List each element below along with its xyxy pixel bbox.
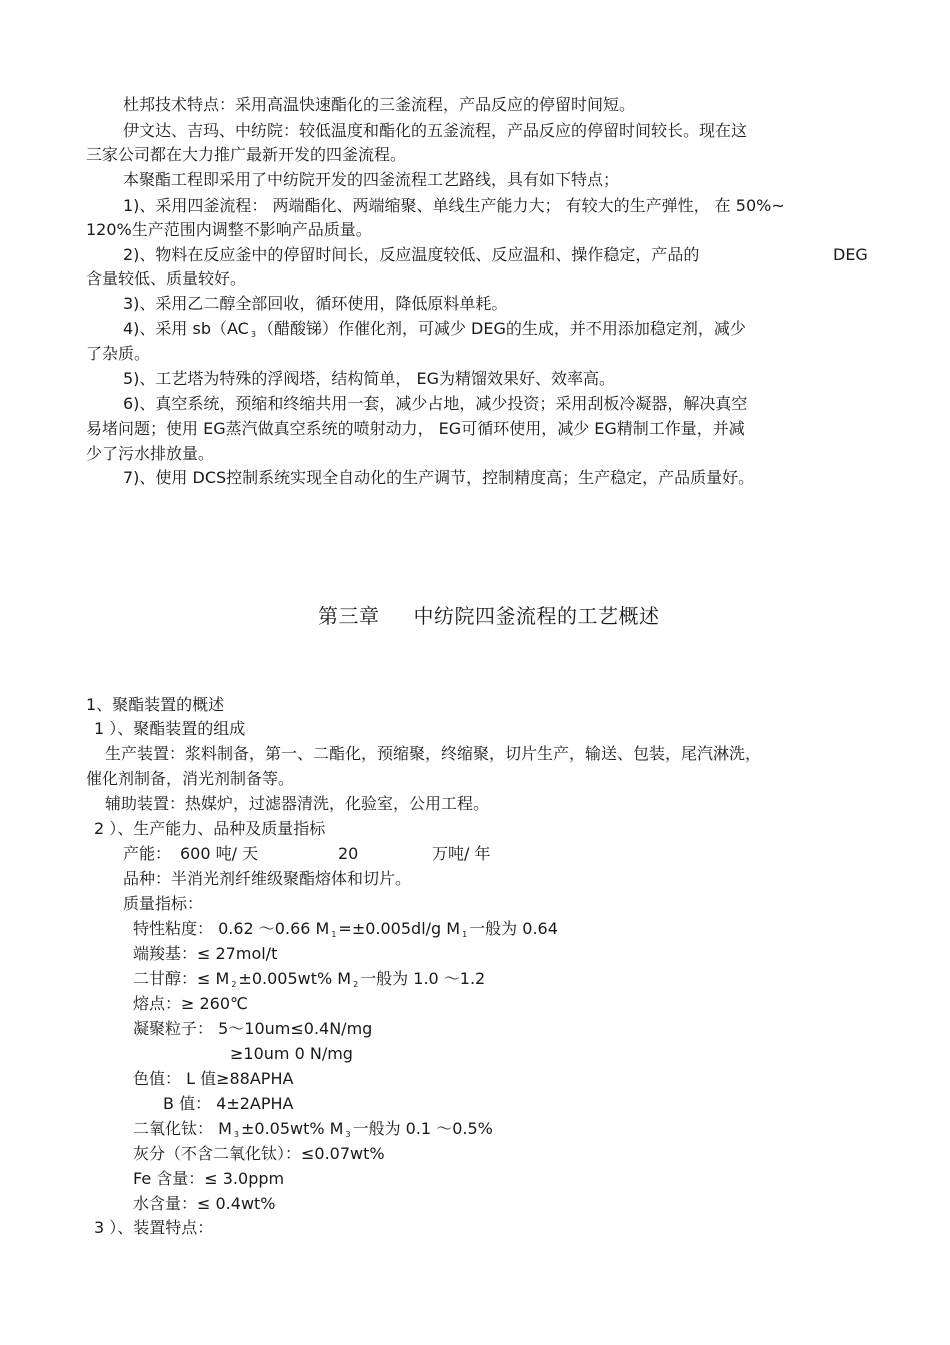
quality-color-b: B 值： 4±2APHA — [163, 1094, 294, 1113]
viscosity-middle: =±0.005dl/g M — [338, 919, 461, 938]
quality-water: 水含量：≤ 0.4wt% — [133, 1194, 276, 1213]
quality-viscosity — [133, 918, 558, 946]
feature-4-subscript: 3 — [250, 330, 256, 339]
viscosity-suffix: 一般为 0.64 — [469, 919, 558, 938]
intro-line-others-cont: 三家公司都在大力推广最新开发的四釜流程。 — [86, 145, 407, 164]
feature-3: 3)、采用乙二醇全部回收，循环使用，降低原料单耗。 — [123, 294, 508, 313]
quality-carboxyl: 端羧基：≤ 27mol/t — [133, 944, 278, 963]
product-variety: 品种：半消光剂纤维级聚酯熔体和切片。 — [123, 869, 412, 888]
quality-particles-line-1: 凝聚粒子： 5～10um≤0.4N/mg — [133, 1019, 373, 1038]
subsection-3-heading: 3 ）、装置特点： — [94, 1218, 214, 1237]
feature-6-line-3: 少了污水排放量。 — [86, 444, 215, 463]
feature-4-suffix: （醋酸锑）作催化剂，可减少 DEG的生成，并不用添加稳定剂，减少 — [257, 319, 746, 338]
feature-1-line-2: 120%生产范围内调整不影响产品质量。 — [86, 220, 372, 239]
feature-2-line-2: 含量较低、质量较好。 — [86, 269, 247, 288]
feature-7: 7)、使用 DCS控制系统实现全自动化的生产调节，控制精度高；生产稳定，产品质量好。 — [123, 468, 755, 487]
feature-6-line-2: 易堵问题；使用 EG蒸汽做真空系统的喷射动力， EG可循环使用，减少 EG精制工作量，并减 — [86, 419, 745, 438]
feature-1-line-1: 1)、采用四釜流程： 两端酯化、两端缩聚、单线生产能力大； 有较大的生产弹性， 在 50%~ — [123, 196, 785, 215]
tio2-prefix: 二氧化钛： M — [133, 1119, 232, 1138]
chapter-title: 中纺院四釜流程的工艺概述 — [413, 604, 660, 628]
quality-particles-line-2: ≥10um 0 N/mg — [230, 1044, 353, 1063]
quality-iron: Fe 含量：≤ 3.0ppm — [133, 1169, 285, 1188]
section-1-heading: 1、聚酯装置的概述 — [86, 695, 225, 714]
feature-4-line-1 — [123, 318, 746, 346]
feature-4-line-2: 了杂质。 — [86, 344, 151, 363]
quality-ash: 灰分（不含二氧化钛）：≤0.07wt% — [133, 1144, 385, 1163]
production-units-line-1: 生产装置：浆料制备，第一、二酯化，预缩聚，终缩聚，切片生产，输送、包装，尾汽淋洗， — [105, 744, 762, 763]
quality-deg — [133, 968, 485, 996]
viscosity-prefix: 特性粘度： 0.62 ～0.66 M — [133, 919, 330, 938]
tio2-middle: ±0.05wt% M — [241, 1119, 344, 1138]
chapter-number: 第三章 — [318, 604, 380, 628]
tio2-subscript-2: 3 — [345, 1130, 351, 1139]
auxiliary-units: 辅助装置：热媒炉，过滤器清洗，化验室，公用工程。 — [105, 794, 490, 813]
tio2-subscript-1: 3 — [233, 1130, 239, 1139]
capacity-label: 产能： — [123, 844, 172, 863]
deg-subscript-2: 2 — [353, 980, 359, 989]
subsection-2-heading: 2 ）、生产能力、品种及质量指标 — [94, 819, 326, 838]
tio2-suffix: 一般为 0.1 ～0.5% — [352, 1119, 493, 1138]
quality-color-l: 色值： L 值≥88APHA — [133, 1069, 294, 1088]
feature-4-prefix: 4)、采用 sb（AC — [123, 319, 249, 338]
deg-middle: ±0.005wt% M — [238, 969, 352, 988]
feature-2-line-1: 2)、物料在反应釜中的停留时间长，反应温度较低、反应温和、操作稳定，产品的 — [123, 245, 700, 264]
intro-line-others: 伊文达、吉玛、中纺院：较低温度和酯化的五釜流程，产品反应的停留时间较长。现在这 — [123, 121, 748, 140]
quality-melting-point: 熔点：≥ 260℃ — [133, 994, 249, 1013]
deg-prefix: 二甘醇：≤ M — [133, 969, 230, 988]
feature-2-line-1-deg: DEG — [833, 245, 868, 264]
viscosity-subscript-2: 1 — [462, 930, 468, 939]
chapter-heading — [318, 605, 660, 627]
feature-6-line-1: 6)、真空系统，预缩和终缩共用一套，减少占地，减少投资；采用刮板冷凝器，解决真空 — [123, 394, 748, 413]
quality-titanium-dioxide — [133, 1118, 493, 1146]
viscosity-subscript-1: 1 — [331, 930, 337, 939]
quality-label: 质量指标： — [123, 894, 204, 913]
production-units-line-2: 催化剂制备，消光剂制备等。 — [86, 769, 295, 788]
deg-suffix: 一般为 1.0 ～1.2 — [360, 969, 486, 988]
capacity-per-day: 600 吨/ 天 — [180, 844, 259, 863]
subsection-1-heading: 1 ）、聚酯装置的组成 — [94, 719, 246, 738]
capacity-number: 20 — [338, 844, 359, 863]
intro-line-project: 本聚酯工程即采用了中纺院开发的四釜流程工艺路线，具有如下特点； — [123, 170, 620, 189]
capacity-per-year: 万吨/ 年 — [432, 844, 491, 863]
intro-line-dupont: 杜邦技术特点：采用高温快速酯化的三釜流程，产品反应的停留时间短。 — [123, 95, 636, 114]
feature-5: 5)、工艺塔为特殊的浮阀塔，结构简单， EG为精馏效果好、效率高。 — [123, 369, 616, 388]
deg-subscript-1: 2 — [231, 980, 237, 989]
